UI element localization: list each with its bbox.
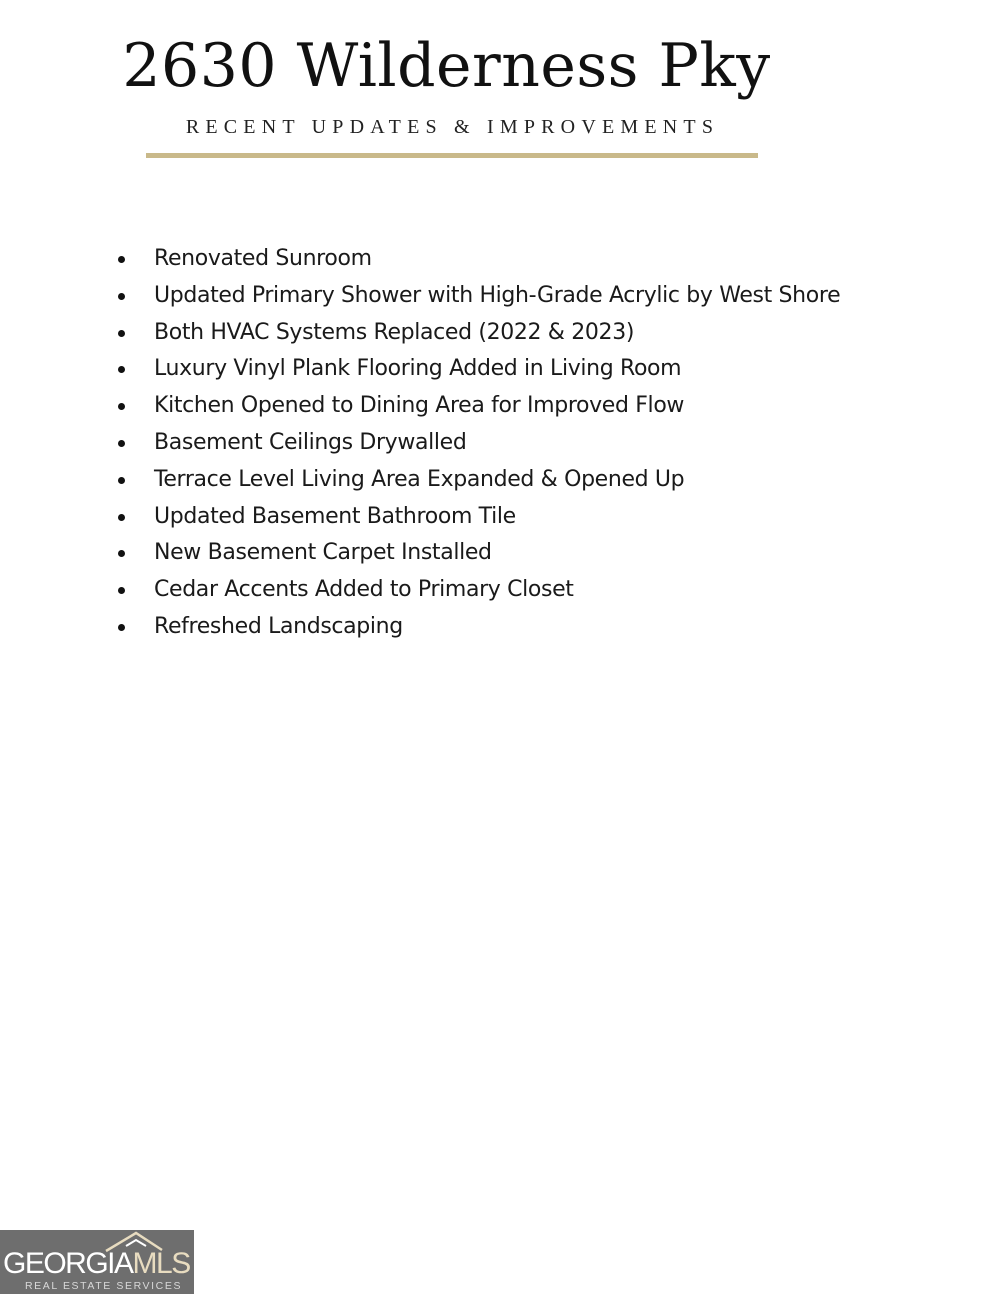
list-item xyxy=(0,572,840,609)
list-item-text: Renovated Sunroom xyxy=(154,246,372,271)
bullet-icon xyxy=(118,550,125,557)
page-title: 2630 Wilderness Pky xyxy=(122,31,771,101)
list-item xyxy=(0,315,840,352)
list-item-text: Updated Primary Shower with High-Grade Acrylic by West Shore xyxy=(154,282,841,308)
list-item-text: Both HVAC Systems Replaced (2022 & 2023) xyxy=(154,319,635,345)
georgia-mls-logo xyxy=(0,1230,194,1294)
bullet-icon xyxy=(118,256,125,263)
list-item xyxy=(0,425,840,462)
logo-wordmark-primary: GEORGIA xyxy=(3,1247,133,1280)
list-item-text: Terrace Level Living Area Expanded & Opened Up xyxy=(154,466,685,492)
list-item xyxy=(0,351,840,388)
updates-list xyxy=(0,241,840,646)
list-item xyxy=(0,499,840,536)
logo-wordmark xyxy=(3,1248,190,1280)
bullet-icon xyxy=(118,477,125,484)
bullet-icon xyxy=(118,440,125,447)
list-item xyxy=(0,535,840,572)
list-item-text: Refreshed Landscaping xyxy=(154,613,403,639)
list-item-text: Kitchen Opened to Dining Area for Improved Flow xyxy=(154,393,685,419)
list-item xyxy=(0,241,840,278)
list-item xyxy=(0,462,840,499)
list-item-text: Luxury Vinyl Plank Flooring Added in Living Room xyxy=(154,356,682,382)
list-item-text: Cedar Accents Added to Primary Closet xyxy=(154,577,574,603)
list-item-text: Basement Ceilings Drywalled xyxy=(154,429,467,455)
list-item xyxy=(0,609,840,646)
title-divider xyxy=(146,153,758,158)
bullet-icon xyxy=(118,624,125,631)
bullet-icon xyxy=(118,330,125,337)
list-item xyxy=(0,278,840,315)
page-subtitle: RECENT UPDATES & IMPROVEMENTS xyxy=(185,116,720,138)
bullet-icon xyxy=(118,514,125,521)
bullet-icon xyxy=(118,403,125,410)
logo-tagline: REAL ESTATE SERVICES xyxy=(25,1280,183,1292)
bullet-icon xyxy=(118,293,125,300)
list-item-text: Updated Basement Bathroom Tile xyxy=(154,503,516,529)
bullet-icon xyxy=(118,366,125,373)
bullet-icon xyxy=(118,587,125,594)
list-item-text: New Basement Carpet Installed xyxy=(154,540,492,566)
logo-wordmark-secondary: MLS xyxy=(132,1247,190,1280)
list-item xyxy=(0,388,840,425)
